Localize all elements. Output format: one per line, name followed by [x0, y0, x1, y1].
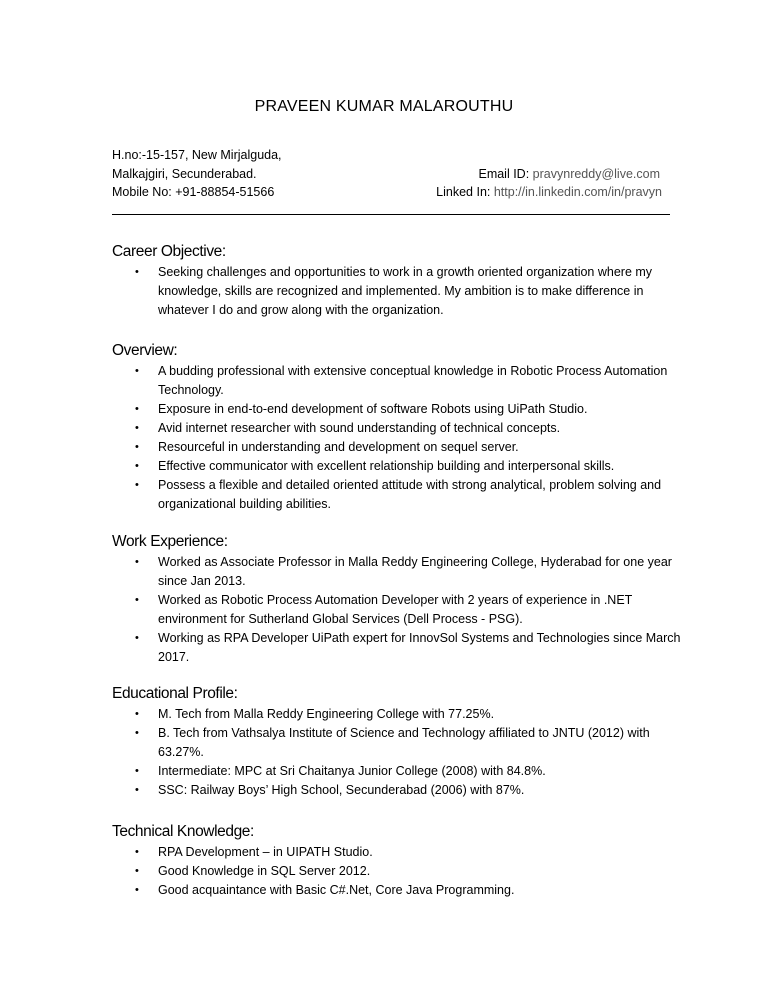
bullet-icon: •	[135, 460, 139, 472]
list-item: • Good Knowledge in SQL Server 2012.	[112, 862, 682, 881]
email-value[interactable]: pravynreddy@live.com	[532, 166, 660, 181]
contact-block	[112, 146, 674, 202]
list-item: • Working as RPA Developer UiPath expert for InnovSol Systems and Technologies since March 2017.	[135, 631, 681, 664]
list-item: • Good acquaintance with Basic C#.Net, Core Java Programming.	[112, 881, 682, 900]
bullet-list	[112, 553, 682, 667]
list-item: • Worked as Robotic Process Automation Developer with 2 years of experience in .NET environment for Sutherland Global Services (Dell Process - PSG).	[135, 593, 633, 626]
address-line-2: Malkajgiri, Secunderabad.	[112, 166, 257, 181]
linkedin-url[interactable]: http://in.linkedin.com/in/pravyn	[493, 185, 662, 199]
list-item: • Possess a flexible and detailed oriented attitude with strong analytical, problem solving and organizational building abilities.	[135, 478, 662, 511]
list-item: • RPA Development – in UIPATH Studio.	[112, 843, 682, 862]
bullet-icon: •	[135, 365, 139, 377]
section-overview	[112, 340, 682, 514]
list-item: • Exposure in end-to-end development of software Robots using UiPath Studio.	[112, 400, 682, 419]
list-item: • Worked as Associate Professor in Malla Reddy Engineering College, Hyderabad for one year since Jan 2013.	[135, 555, 672, 588]
bullet-icon: •	[135, 403, 139, 415]
linkedin	[436, 183, 662, 202]
email	[478, 165, 660, 184]
section-title: Technical Knowledge:	[112, 823, 254, 840]
list-item: • Effective communicator with excellent relationship building and interpersonal skills.	[112, 457, 682, 476]
section-technical-knowledge	[112, 821, 682, 900]
bullet-icon: •	[135, 266, 139, 278]
bullet-icon: •	[135, 422, 139, 434]
list-item: • Intermediate: MPC at Sri Chaitanya Junior College (2008) with 84.8%.	[112, 762, 682, 781]
section-career-objective	[112, 241, 682, 320]
bullet-icon: •	[135, 441, 139, 453]
bullet-icon: •	[135, 727, 139, 739]
bullet-list	[112, 263, 682, 320]
section-work-experience	[112, 531, 682, 667]
list-item: • Avid internet researcher with sound understanding of technical concepts.	[112, 419, 682, 438]
bullet-list	[112, 362, 682, 514]
mobile-number: Mobile No: +91-88854-51566	[112, 185, 275, 199]
list-item: • M. Tech from Malla Reddy Engineering College with 77.25%.	[112, 705, 682, 724]
bullet-list	[112, 843, 682, 900]
list-item: • SSC: Railway Boys’ High School, Secunderabad (2006) with 87%.	[112, 781, 682, 800]
contact-row-3	[112, 183, 674, 202]
list-item: • A budding professional with extensive conceptual knowledge in Robotic Process Automation Technology.	[135, 364, 668, 397]
bullet-icon: •	[135, 708, 139, 720]
section-title: Work Experience:	[112, 533, 228, 550]
header-divider	[112, 214, 670, 215]
bullet-icon: •	[135, 594, 139, 606]
section-educational-profile	[112, 683, 682, 800]
contact-row-2	[112, 165, 674, 184]
list-item: • Seeking challenges and opportunities to work in a growth oriented organization where my knowledge, skills are recognized and implemented. My ambition is to make difference in whatever I do and grow along with the organization.	[135, 265, 653, 317]
contact-row-1	[112, 146, 674, 165]
section-title: Overview:	[112, 342, 178, 359]
bullet-list	[112, 705, 682, 800]
bullet-icon: •	[135, 765, 139, 777]
bullet-icon: •	[135, 884, 139, 896]
bullet-icon: •	[135, 784, 139, 796]
bullet-icon: •	[135, 865, 139, 877]
bullet-icon: •	[135, 846, 139, 858]
linkedin-label: Linked In:	[436, 185, 494, 199]
bullet-icon: •	[135, 556, 139, 568]
section-title: Educational Profile:	[112, 685, 238, 702]
bullet-icon: •	[135, 479, 139, 491]
list-item: • Resourceful in understanding and development on sequel server.	[112, 438, 682, 457]
candidate-name: PRAVEEN KUMAR MALAROUTHU	[254, 98, 514, 115]
list-item: • B. Tech from Vathsalya Institute of Science and Technology affiliated to JNTU (2012) with 63.27%.	[135, 726, 650, 759]
section-title: Career Objective:	[112, 243, 226, 260]
address-line-1: H.no:-15-157, New Mirjalguda,	[112, 148, 282, 162]
email-label: Email ID:	[478, 166, 533, 181]
bullet-icon: •	[135, 632, 139, 644]
